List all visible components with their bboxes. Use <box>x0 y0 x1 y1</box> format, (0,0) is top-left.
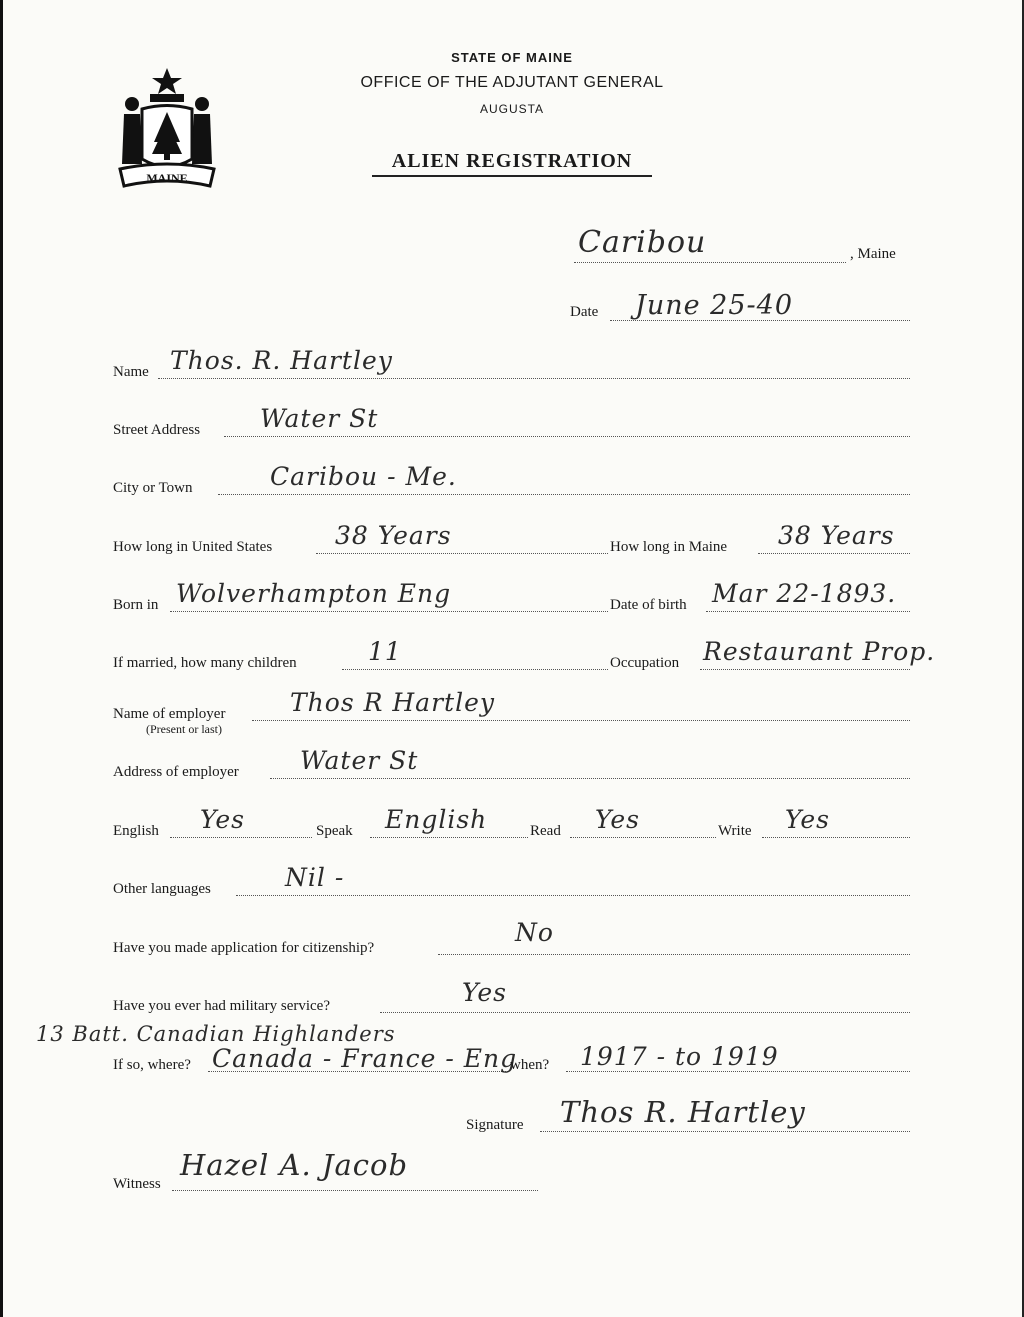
other-languages-value[interactable]: Nil - <box>285 863 345 892</box>
location-line <box>574 262 846 263</box>
date-of-birth-line <box>706 611 910 612</box>
how-long-us-label: How long in United States <box>113 539 273 555</box>
read-line <box>570 837 716 838</box>
military-value[interactable]: Yes <box>462 978 507 1007</box>
english-line <box>170 837 312 838</box>
english-label: English <box>113 823 159 839</box>
witness-value[interactable]: Hazel A. Jacob <box>180 1148 409 1182</box>
speak-label: Speak <box>316 823 353 839</box>
when-line <box>566 1071 910 1072</box>
children-value[interactable]: 11 <box>368 637 402 666</box>
read-label: Read <box>530 823 561 839</box>
name-value[interactable]: Thos. R. Hartley <box>170 346 393 375</box>
city-heading: AUGUSTA <box>479 102 545 116</box>
signature-value[interactable]: Thos R. Hartley <box>560 1095 806 1129</box>
employer-address-label: Address of employer <box>113 764 239 780</box>
employer-label: Name of employer <box>113 706 226 722</box>
employer-address-value[interactable]: Water St <box>300 746 419 775</box>
employer-value[interactable]: Thos R Hartley <box>290 688 495 717</box>
children-line <box>342 669 608 670</box>
citizenship-label: Have you made application for citizenship? <box>113 940 375 956</box>
name-line <box>158 378 910 379</box>
state-heading: STATE OF MAINE <box>451 50 573 65</box>
street-label: Street Address <box>113 422 201 438</box>
signature-line <box>540 1131 910 1132</box>
where-label: If so, where? <box>113 1057 191 1073</box>
location-suffix: , Maine <box>850 246 896 262</box>
street-line <box>224 436 910 437</box>
city-line <box>218 494 910 495</box>
employer-sublabel: (Present or last) <box>146 722 222 736</box>
street-value[interactable]: Water St <box>260 404 379 433</box>
where-value[interactable]: Canada - France - Eng <box>212 1044 518 1073</box>
when-label: when? <box>510 1057 550 1073</box>
employer-line <box>252 720 910 721</box>
form-title: ALIEN REGISTRATION <box>372 150 652 177</box>
born-in-line <box>170 611 608 612</box>
signature-label: Signature <box>466 1117 524 1133</box>
office-heading: OFFICE OF THE ADJUTANT GENERAL <box>360 74 664 91</box>
born-in-value[interactable]: Wolverhampton Eng <box>176 579 452 608</box>
how-long-us-line <box>316 553 608 554</box>
employer-address-line <box>270 778 910 779</box>
military-unit-note[interactable]: 13 Batt. Canadian Highlanders <box>36 1022 396 1046</box>
scan-border-left <box>0 0 3 1317</box>
other-languages-line <box>236 895 910 896</box>
write-line <box>762 837 910 838</box>
date-of-birth-label: Date of birth <box>610 597 687 613</box>
name-label: Name <box>113 364 149 380</box>
how-long-us-value[interactable]: 38 Years <box>335 521 452 550</box>
witness-label: Witness <box>113 1176 161 1192</box>
speak-line <box>370 837 528 838</box>
born-in-label: Born in <box>113 597 159 613</box>
city-value[interactable]: Caribou - Me. <box>270 462 457 491</box>
speak-value[interactable]: English <box>385 805 488 834</box>
how-long-maine-value[interactable]: 38 Years <box>778 521 895 550</box>
witness-line <box>172 1190 538 1191</box>
children-label: If married, how many children <box>113 655 297 671</box>
occupation-label: Occupation <box>610 655 680 671</box>
location-value[interactable]: Caribou <box>578 225 707 260</box>
write-value[interactable]: Yes <box>785 805 830 834</box>
occupation-value[interactable]: Restaurant Prop. <box>703 637 936 666</box>
citizenship-value[interactable]: No <box>515 918 554 947</box>
occupation-line <box>700 669 910 670</box>
when-value[interactable]: 1917 - to 1919 <box>580 1042 779 1071</box>
write-label: Write <box>718 823 752 839</box>
date-of-birth-value[interactable]: Mar 22-1893. <box>712 579 897 608</box>
seal-banner-text: MAINE <box>146 171 188 185</box>
how-long-maine-label: How long in Maine <box>610 539 728 555</box>
city-label: City or Town <box>113 480 193 496</box>
other-languages-label: Other languages <box>113 881 211 897</box>
maine-state-seal-icon <box>112 64 222 192</box>
read-value[interactable]: Yes <box>595 805 640 834</box>
date-value[interactable]: June 25-40 <box>635 290 793 321</box>
date-label: Date <box>570 304 599 320</box>
citizenship-line <box>438 954 910 955</box>
military-line <box>380 1012 910 1013</box>
english-value[interactable]: Yes <box>200 805 245 834</box>
how-long-maine-line <box>758 553 910 554</box>
military-label: Have you ever had military service? <box>113 998 330 1014</box>
